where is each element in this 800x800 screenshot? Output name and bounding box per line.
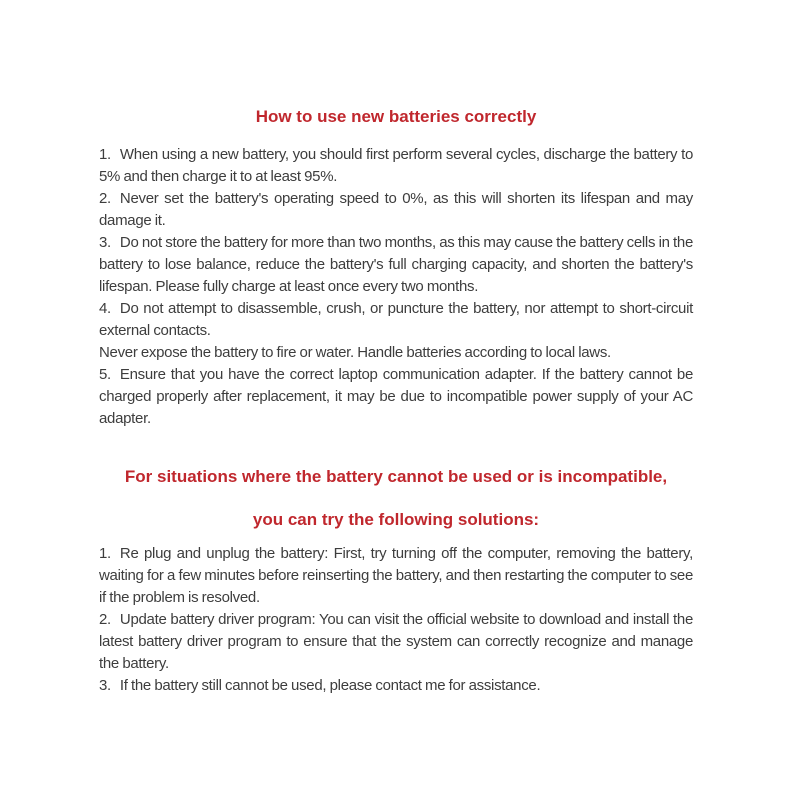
list-item [99,232,693,298]
list-item-text: Never expose the battery to fire or water. Handle batteries according to local laws. [99,344,611,361]
list-item [99,144,693,188]
list-item [99,188,693,232]
list-item-text: If the battery still cannot be used, please contact me for assistance. [119,677,541,694]
list-item-number: 2. [99,611,111,628]
section1-heading: How to use new batteries correctly [255,107,537,126]
list-item-text: Never set the battery's operating speed to 0%, as this will shorten its lifespan and may damage it. [99,190,693,229]
list-item-text: Do not attempt to disassemble, crush, or puncture the battery, nor attempt to short-circuit external contacts. [99,300,693,339]
list-item-text: Update battery driver program: You can visit the official website to download and install the latest battery driver program to ensure that the system can correctly recognize and manage the battery. [99,611,693,672]
list-item-text: Re plug and unplug the battery: First, try turning off the computer, removing the battery, waiting for a few minutes before reinserting the battery, and then restarting the computer to see if the problem is resolved. [99,545,693,606]
section2-heading-line2: you can try the following solutions: [252,510,540,529]
list-item-number: 3. [99,234,111,251]
list-item-number: 4. [99,300,111,317]
list-item [99,364,693,430]
list-item-number: 5. [99,366,111,383]
list-item-text: Do not store the battery for more than two months, as this may cause the battery cells in the battery to lose balance, reduce the battery's full charging capacity, and shorten the battery's lifespan. Please fully charge at least once every two months. [99,234,693,295]
list-item [99,675,693,697]
document-content [99,106,693,697]
list-item [99,298,693,342]
list-item-text: When using a new battery, you should first perform several cycles, discharge the battery to 5% and then charge it to at least 95%. [99,146,693,185]
section2-heading-line1: For situations where the battery cannot be used or is incompatible, [124,467,668,486]
section2-list [99,543,693,697]
list-item-number: 1. [99,146,111,163]
list-item [99,609,693,675]
list-item-text: Ensure that you have the correct laptop communication adapter. If the battery cannot be charged properly after replacement, it may be due to incompatible power supply of your AC adapter. [99,366,693,427]
list-item-unnumbered [99,342,693,364]
list-item-number: 3. [99,677,111,694]
list-item [99,543,693,609]
list-item-number: 2. [99,190,111,207]
list-item-number: 1. [99,545,111,562]
section1-list [99,144,693,430]
